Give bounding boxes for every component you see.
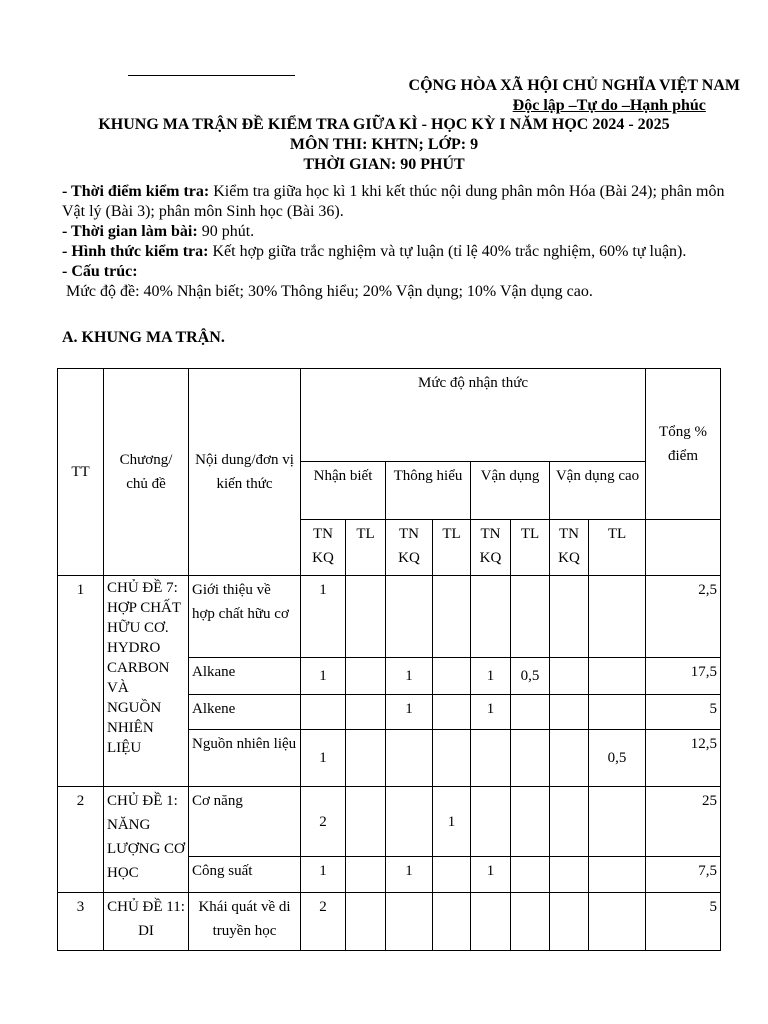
row-content: Nguồn nhiên liệu — [189, 730, 301, 787]
document-title: KHUNG MA TRẬN ĐỀ KIỂM TRA GIỮA KÌ - HỌC KỲ I NĂM HỌC 2024 - 2025 — [98, 116, 670, 133]
header-empty — [646, 520, 721, 576]
cell-value — [386, 730, 433, 787]
cell-value — [550, 576, 589, 658]
national-motto: Độc lập –Tự do –Hạnh phúc — [512, 97, 706, 114]
header-level: Mức độ nhận thức — [301, 369, 646, 462]
exam-subject: MÔN THI: KHTN; LỚP: 9 — [289, 136, 479, 153]
row-topic: CHỦ ĐỀ 7: HỢP CHẤT HỮU CƠ. HYDRO CARBON VÀ NGUỒN NHIÊN LIỆU — [104, 576, 189, 787]
cell-value — [589, 576, 646, 658]
header-row-1 — [58, 369, 721, 462]
row-total: 17,5 — [646, 658, 721, 695]
row-total: 25 — [646, 787, 721, 857]
signature-line — [128, 75, 295, 76]
header-tl: TL — [511, 520, 550, 576]
info-time-label: - Thời điểm kiểm tra: — [62, 183, 210, 200]
cell-value — [386, 787, 433, 857]
header-tl: TL — [433, 520, 471, 576]
table-row — [58, 576, 721, 658]
header-tnkq: TN KQ — [386, 520, 433, 576]
cell-value: 1 — [471, 857, 511, 893]
header-understand: Thông hiểu — [386, 462, 471, 520]
cell-value: 0,5 — [589, 730, 646, 787]
row-content: Giới thiệu về hợp chất hữu cơ — [189, 576, 301, 658]
cell-value — [433, 576, 471, 658]
row-total: 5 — [646, 695, 721, 730]
row-tt: 3 — [58, 893, 104, 951]
row-content: Alkene — [189, 695, 301, 730]
info-duration-label: - Thời gian làm bài: — [62, 223, 198, 240]
cell-value — [511, 730, 550, 787]
cell-value — [433, 730, 471, 787]
info-time-text: Kiểm tra giữa học kì 1 khi kết thúc nội dung phân môn Hóa (Bài 24); phân môn Vật lý (Bài 3); phân môn Sinh học (Bài 36). — [62, 183, 725, 220]
header-tnkq: TN KQ — [550, 520, 589, 576]
cell-value — [433, 658, 471, 695]
info-structure — [62, 262, 732, 282]
cell-value — [511, 576, 550, 658]
cell-value — [433, 893, 471, 951]
matrix-table — [57, 368, 721, 951]
cell-value — [550, 695, 589, 730]
cell-value — [511, 857, 550, 893]
cell-value: 1 — [386, 857, 433, 893]
header-tl: TL — [589, 520, 646, 576]
table-row — [58, 893, 721, 951]
header-chapter: Chương/ chủ đề — [104, 369, 189, 576]
info-structure-text: Mức độ đề: 40% Nhận biết; 30% Thông hiểu; 20% Vận dụng; 10% Vận dụng cao. — [66, 283, 593, 300]
cell-value — [550, 893, 589, 951]
cell-value — [511, 695, 550, 730]
cell-value — [589, 695, 646, 730]
row-tt: 1 — [58, 576, 104, 787]
header-tl: TL — [346, 520, 386, 576]
row-content: Alkane — [189, 658, 301, 695]
cell-value — [346, 857, 386, 893]
document-title-block — [0, 115, 768, 175]
row-total: 7,5 — [646, 857, 721, 893]
header-content: Nội dung/đơn vị kiến thức — [189, 369, 301, 576]
cell-value — [471, 730, 511, 787]
row-tt: 2 — [58, 787, 104, 893]
cell-value — [511, 787, 550, 857]
header-tnkq: TN KQ — [301, 520, 346, 576]
cell-value — [346, 893, 386, 951]
cell-value: 1 — [471, 658, 511, 695]
row-topic: CHỦ ĐỀ 11: DI — [104, 893, 189, 951]
section-title: A. KHUNG MA TRẬN. — [62, 329, 225, 346]
cell-value: 1 — [386, 695, 433, 730]
cell-value — [346, 730, 386, 787]
row-content: Khái quát về di truyền học — [189, 893, 301, 951]
exam-info — [62, 182, 732, 302]
header-apply-high: Vận dụng cao — [550, 462, 646, 520]
row-total: 2,5 — [646, 576, 721, 658]
info-format-label: - Hình thức kiểm tra: — [62, 243, 209, 260]
exam-duration: THỜI GIAN: 90 PHÚT — [303, 156, 465, 173]
row-total: 12,5 — [646, 730, 721, 787]
national-header — [409, 76, 740, 116]
cell-value: 1 — [301, 730, 346, 787]
info-structure-label: - Cấu trúc: — [62, 263, 138, 280]
cell-value — [550, 857, 589, 893]
info-duration — [62, 222, 732, 242]
cell-value — [550, 658, 589, 695]
info-duration-text: 90 phút. — [197, 223, 255, 240]
header-recognize: Nhận biết — [301, 462, 386, 520]
row-content: Cơ năng — [189, 787, 301, 857]
cell-value — [346, 576, 386, 658]
cell-value: 1 — [301, 576, 346, 658]
cell-value: 1 — [301, 658, 346, 695]
header-total: Tổng % điểm — [646, 369, 721, 520]
cell-value — [433, 857, 471, 893]
cell-value — [589, 658, 646, 695]
info-time — [62, 182, 732, 222]
info-format-text: Kết hợp giữa trắc nghiệm và tự luận (tỉ lệ 40% trắc nghiệm, 60% tự luận). — [208, 243, 687, 260]
cell-value — [386, 893, 433, 951]
row-topic: CHỦ ĐỀ 1: NĂNG LƯỢNG CƠ HỌC — [104, 787, 189, 893]
cell-value: 1 — [471, 695, 511, 730]
cell-value: 2 — [301, 787, 346, 857]
cell-value — [346, 787, 386, 857]
cell-value: 1 — [433, 787, 471, 857]
cell-value — [471, 576, 511, 658]
cell-value: 0,5 — [511, 658, 550, 695]
cell-value — [346, 658, 386, 695]
table-row — [58, 787, 721, 857]
info-format — [62, 242, 732, 262]
nation-name: CỘNG HÒA XÃ HỘI CHỦ NGHĨA VIỆT NAM — [408, 77, 740, 94]
row-total: 5 — [646, 893, 721, 951]
cell-value — [433, 695, 471, 730]
cell-value — [511, 893, 550, 951]
cell-value — [550, 787, 589, 857]
row-content: Công suất — [189, 857, 301, 893]
cell-value — [471, 893, 511, 951]
cell-value — [550, 730, 589, 787]
header-tt: TT — [58, 369, 104, 576]
cell-value — [471, 787, 511, 857]
cell-value — [589, 787, 646, 857]
cell-value — [301, 695, 346, 730]
cell-value — [589, 893, 646, 951]
cell-value: 1 — [386, 658, 433, 695]
cell-value — [386, 576, 433, 658]
header-apply: Vận dụng — [471, 462, 550, 520]
cell-value — [589, 857, 646, 893]
cell-value — [346, 695, 386, 730]
header-tnkq: TN KQ — [471, 520, 511, 576]
cell-value: 1 — [301, 857, 346, 893]
cell-value: 2 — [301, 893, 346, 951]
